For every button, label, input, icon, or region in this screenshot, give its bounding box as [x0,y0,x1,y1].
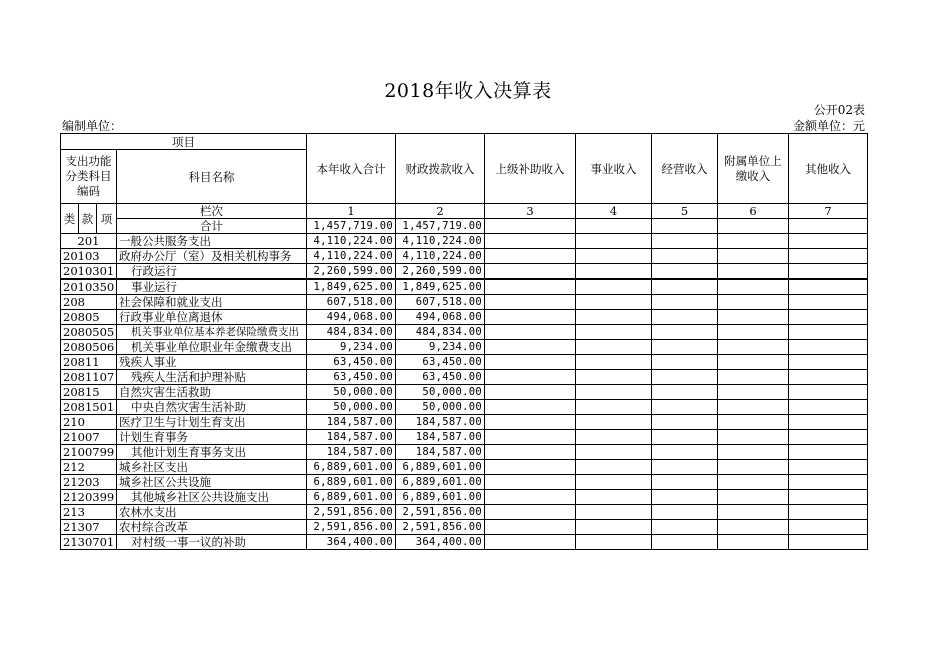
col-num-4: 4 [576,204,652,219]
table-row [61,400,868,415]
header-operating-income: 经营收入 [652,134,718,204]
row-total-income: 50,000.00 [307,385,396,400]
empty-cell [485,279,576,295]
header-kuan: 款 [79,204,97,234]
empty-cell [718,234,789,249]
empty-cell [576,385,652,400]
row-code: 20811 [61,355,117,370]
header-column-order: 栏次 [117,204,307,219]
empty-cell [718,400,789,415]
header-affiliated-income: 附属单位上缴收入 [718,134,789,204]
empty-cell [485,355,576,370]
empty-cell [485,264,576,280]
row-code: 2080506 [61,340,117,355]
row-subject-name: 政府办公厅（室）及相关机构事务 [117,249,307,264]
row-code: 2100799 [61,445,117,460]
row-fiscal-income: 2,591,856.00 [396,520,485,535]
empty-cell [652,430,718,445]
empty-cell [789,490,868,505]
row-total-income: 6,889,601.00 [307,475,396,490]
empty-cell [576,430,652,445]
total-label: 合计 [117,219,307,234]
row-subject-name: 计划生育事务 [117,430,307,445]
empty-cell [576,490,652,505]
row-code: 20103 [61,249,117,264]
row-subject-name: 对村级一事一议的补助 [117,535,307,550]
row-code: 212 [61,460,117,475]
empty-cell [789,264,868,280]
empty-cell [718,249,789,264]
empty-cell [485,475,576,490]
row-subject-name: 残疾人事业 [117,355,307,370]
row-fiscal-income: 2,260,599.00 [396,264,485,280]
empty-cell [789,219,868,234]
empty-cell [652,415,718,430]
report-title: 2018年收入决算表 [384,80,552,102]
empty-cell [789,520,868,535]
compiling-unit-label: 编制单位： [62,119,123,133]
table-row [61,385,868,400]
empty-cell [789,234,868,249]
empty-cell [789,249,868,264]
row-subject-name: 农林水支出 [117,505,307,520]
empty-cell [652,340,718,355]
row-code: 20815 [61,385,117,400]
row-fiscal-income: 9,234.00 [396,340,485,355]
table-row [61,520,868,535]
row-code: 21007 [61,430,117,445]
header-business-income: 事业收入 [576,134,652,204]
row-fiscal-income: 4,110,224.00 [396,249,485,264]
row-fiscal-income: 1,849,625.00 [396,279,485,295]
row-subject-name: 其他计划生育事务支出 [117,445,307,460]
row-fiscal-income: 494,068.00 [396,310,485,325]
empty-cell [485,370,576,385]
empty-cell [576,415,652,430]
empty-cell [576,505,652,520]
empty-cell [718,445,789,460]
row-subject-name: 残疾人生活和护理补贴 [117,370,307,385]
table-row [61,475,868,490]
total-fiscal-value: 1,457,719.00 [396,219,485,234]
empty-cell [485,520,576,535]
row-subject-name: 社会保障和就业支出 [117,295,307,310]
empty-cell [789,430,868,445]
row-fiscal-income: 50,000.00 [396,400,485,415]
row-subject-name: 自然灾害生活救助 [117,385,307,400]
empty-cell [718,340,789,355]
empty-cell [576,535,652,550]
row-total-income: 2,591,856.00 [307,520,396,535]
row-total-income: 4,110,224.00 [307,249,396,264]
empty-cell [652,295,718,310]
empty-cell [576,445,652,460]
row-code: 21307 [61,520,117,535]
row-total-income: 6,889,601.00 [307,490,396,505]
row-fiscal-income: 607,518.00 [396,295,485,310]
row-total-income: 63,450.00 [307,370,396,385]
empty-cell [718,310,789,325]
empty-cell [652,310,718,325]
empty-cell [789,370,868,385]
empty-cell [652,355,718,370]
empty-cell [718,415,789,430]
row-subject-name: 城乡社区支出 [117,460,307,475]
row-subject-name: 中央自然灾害生活补助 [117,400,307,415]
empty-cell [718,219,789,234]
empty-cell [789,475,868,490]
empty-cell [576,234,652,249]
empty-cell [652,234,718,249]
row-fiscal-income: 50,000.00 [396,385,485,400]
total-row [61,219,868,234]
empty-cell [652,370,718,385]
row-subject-name: 其他城乡社区公共设施支出 [117,490,307,505]
table-row [61,370,868,385]
header-total-income: 本年收入合计 [307,134,396,204]
row-code: 20805 [61,310,117,325]
header-row-order [61,204,868,219]
empty-cell [485,219,576,234]
empty-cell [718,535,789,550]
col-num-5: 5 [652,204,718,219]
empty-cell [485,234,576,249]
table-row [61,415,868,430]
row-total-income: 364,400.00 [307,535,396,550]
row-subject-name: 机关事业单位职业年金缴费支出 [117,340,307,355]
empty-cell [652,219,718,234]
empty-cell [485,310,576,325]
header-fiscal-income: 财政拨款收入 [396,134,485,204]
empty-cell [718,520,789,535]
empty-cell [576,460,652,475]
table-row [61,505,868,520]
row-total-income: 63,450.00 [307,355,396,370]
empty-cell [576,520,652,535]
row-code: 21203 [61,475,117,490]
empty-cell [576,219,652,234]
table-row [61,325,868,340]
row-code: 2010350 [61,279,117,295]
empty-cell [576,475,652,490]
table-row [61,264,868,280]
row-total-income: 50,000.00 [307,400,396,415]
row-total-income: 6,889,601.00 [307,460,396,475]
table-row [61,445,868,460]
row-code: 208 [61,295,117,310]
empty-cell [718,430,789,445]
row-total-income: 2,591,856.00 [307,505,396,520]
row-subject-name: 行政事业单位离退休 [117,310,307,325]
empty-cell [485,340,576,355]
empty-cell [576,279,652,295]
row-total-income: 494,068.00 [307,310,396,325]
col-num-7: 7 [789,204,868,219]
empty-cell [789,535,868,550]
empty-cell [652,279,718,295]
row-fiscal-income: 184,587.00 [396,445,485,460]
empty-cell [718,370,789,385]
empty-cell [652,475,718,490]
row-subject-name: 机关事业单位基本养老保险缴费支出 [117,325,307,340]
row-subject-name: 城乡社区公共设施 [117,475,307,490]
empty-cell [652,264,718,280]
header-superior-subsidy: 上级补助收入 [485,134,576,204]
empty-cell [718,490,789,505]
row-fiscal-income: 184,587.00 [396,415,485,430]
table-row [61,279,868,295]
empty-cell [485,445,576,460]
header-project: 项目 [61,134,307,150]
empty-cell [485,460,576,475]
row-subject-name: 一般公共服务支出 [117,234,307,249]
empty-cell [789,340,868,355]
empty-cell [485,430,576,445]
empty-cell [718,325,789,340]
empty-cell [789,325,868,340]
empty-cell [485,385,576,400]
row-code: 2081107 [61,370,117,385]
empty-cell [652,249,718,264]
table-row [61,490,868,505]
table-row [61,249,868,264]
empty-cell [718,475,789,490]
empty-cell [652,400,718,415]
empty-cell [652,520,718,535]
document-code: 公开02表 [813,103,865,117]
row-total-income: 1,849,625.00 [307,279,396,295]
table-row [61,460,868,475]
empty-cell [576,325,652,340]
empty-cell [485,400,576,415]
empty-cell [576,310,652,325]
empty-cell [576,295,652,310]
header-func-class-code: 支出功能分类科目编码 [61,150,117,204]
empty-cell [576,370,652,385]
empty-cell [485,249,576,264]
row-total-income: 484,834.00 [307,325,396,340]
header-subject-name: 科目名称 [117,150,307,204]
empty-cell [718,505,789,520]
empty-cell [576,249,652,264]
col-num-2: 2 [396,204,485,219]
empty-cell [576,264,652,280]
table-row [61,535,868,550]
empty-cell [652,505,718,520]
empty-cell [789,505,868,520]
col-num-6: 6 [718,204,789,219]
empty-cell [652,535,718,550]
header-row-project [61,134,868,150]
row-fiscal-income: 184,587.00 [396,430,485,445]
row-fiscal-income: 484,834.00 [396,325,485,340]
empty-cell [789,295,868,310]
row-subject-name: 农村综合改革 [117,520,307,535]
row-fiscal-income: 364,400.00 [396,535,485,550]
row-total-income: 9,234.00 [307,340,396,355]
income-final-accounts-table [60,133,868,550]
empty-cell [789,400,868,415]
empty-cell [718,385,789,400]
empty-cell [718,460,789,475]
empty-cell [485,505,576,520]
empty-cell [789,355,868,370]
row-fiscal-income: 6,889,601.00 [396,460,485,475]
table-row [61,295,868,310]
header-lei: 类 [61,204,79,234]
col-num-1: 1 [307,204,396,219]
row-fiscal-income: 2,591,856.00 [396,505,485,520]
row-code: 201 [61,234,117,249]
table-row [61,430,868,445]
table-row [61,355,868,370]
header-other-income: 其他收入 [789,134,868,204]
row-fiscal-income: 63,450.00 [396,355,485,370]
empty-cell [485,535,576,550]
empty-cell [485,415,576,430]
empty-cell [576,340,652,355]
amount-unit-label: 金额单位：元 [792,119,865,133]
row-code: 2130701 [61,535,117,550]
empty-cell [652,325,718,340]
row-code: 2081501 [61,400,117,415]
empty-cell [485,490,576,505]
empty-cell [789,310,868,325]
total-income-value: 1,457,719.00 [307,219,396,234]
empty-cell [789,415,868,430]
row-fiscal-income: 63,450.00 [396,370,485,385]
empty-cell [718,355,789,370]
empty-cell [789,279,868,295]
row-subject-name: 事业运行 [117,279,307,295]
row-total-income: 184,587.00 [307,445,396,460]
row-total-income: 184,587.00 [307,415,396,430]
empty-cell [652,385,718,400]
row-fiscal-income: 6,889,601.00 [396,475,485,490]
row-total-income: 184,587.00 [307,430,396,445]
header-xiang: 项 [97,204,117,234]
table-row [61,340,868,355]
empty-cell [789,445,868,460]
row-code: 2010301 [61,264,117,280]
row-code: 210 [61,415,117,430]
row-fiscal-income: 6,889,601.00 [396,490,485,505]
row-code: 2080505 [61,325,117,340]
row-subject-name: 医疗卫生与计划生育支出 [117,415,307,430]
row-total-income: 2,260,599.00 [307,264,396,280]
row-subject-name: 行政运行 [117,264,307,280]
empty-cell [789,385,868,400]
empty-cell [485,325,576,340]
row-code: 2120399 [61,490,117,505]
row-total-income: 607,518.00 [307,295,396,310]
table-row [61,310,868,325]
table-row [61,234,868,249]
empty-cell [718,264,789,280]
empty-cell [576,355,652,370]
row-total-income: 4,110,224.00 [307,234,396,249]
empty-cell [718,279,789,295]
empty-cell [652,490,718,505]
row-code: 213 [61,505,117,520]
empty-cell [789,460,868,475]
empty-cell [485,295,576,310]
row-fiscal-income: 4,110,224.00 [396,234,485,249]
empty-cell [652,445,718,460]
empty-cell [652,460,718,475]
col-num-3: 3 [485,204,576,219]
empty-cell [576,400,652,415]
empty-cell [718,295,789,310]
